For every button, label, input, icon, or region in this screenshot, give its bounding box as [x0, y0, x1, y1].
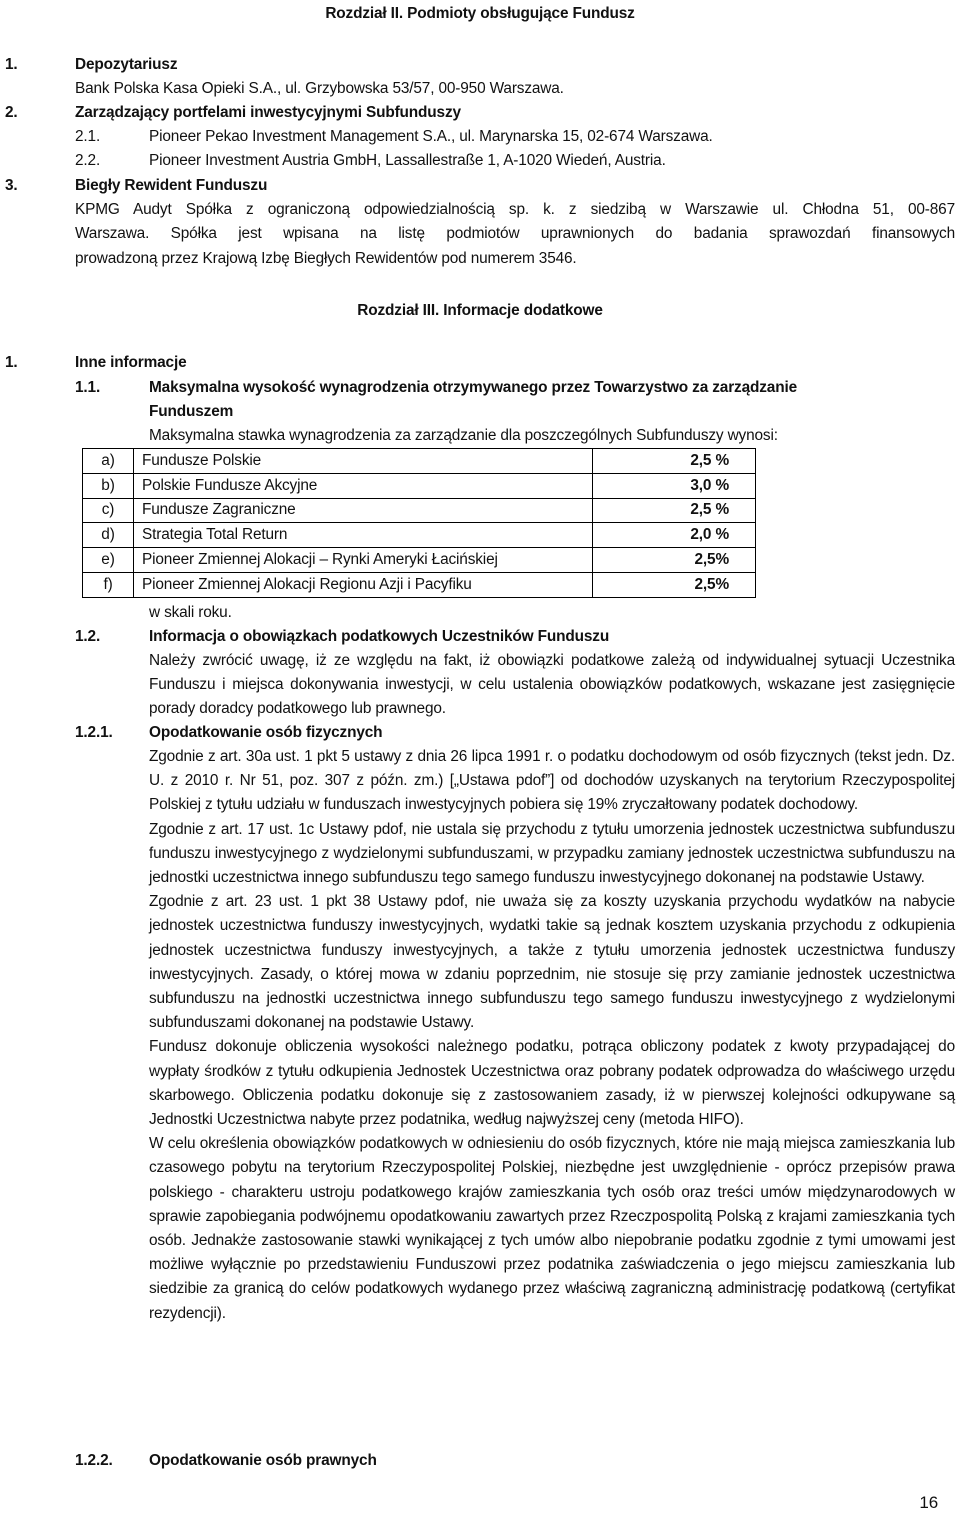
subfund-name: Fundusze Polskie [134, 449, 593, 474]
manager-item-number: 2.2. [75, 152, 101, 169]
table-row [83, 548, 756, 573]
manager-item-text: Pioneer Pekao Investment Management S.A., ul. Marynarska 15, 02-674 Warszawa. [149, 128, 713, 145]
subsection-heading: Opodatkowanie osób fizycznych [149, 724, 383, 741]
subsection-number: 1.1. [75, 379, 101, 396]
depositary-heading: Depozytariusz [75, 56, 178, 73]
row-letter: a) [83, 449, 134, 474]
chapter-3-title: Rozdział III. Informacje dodatkowe [357, 302, 603, 319]
paragraph-text: W celu określenia obowiązków podatkowych w odniesieniu do osób fizycznych, które nie mają miejsca zamieszkania lub czasowego pobytu na terytorium Rzeczypospolitej Polskiej, niezbędne jest uwzględnienie - oprócz przepisów prawa polskiego - charakteru ustroju podatkowego krajów zamieszkania tych osób oraz treści umów międzynarodowych w sprawie zapobiegania podwójnemu opodatkowaniu zawartych przez Rzeczpospolitą Polską z krajami zamieszkania tych osób. Jednakże zastosowanie stawki wynikającej z tych umów albo niepobranie podatku zgodnie z tymi umowami jest możliwe wyłącznie po przedstawieniu Funduszowi przez podatnika zaświadczenia o jego miejscu zamieszkania lub siedzibie za granicą do celów podatkowych wydanego przez właściwą zagraniczną administrację podatkową (certyfikat rezydencji). [149, 1135, 955, 1322]
table-row [83, 473, 756, 498]
subfund-name: Pioneer Zmiennej Alokacji – Rynki Ameryki Łacińskiej [134, 548, 593, 573]
fee-rate: 2,5 % [593, 498, 756, 523]
subsection-heading: Informacja o obowiązkach podatkowych Uczestników Funduszu [149, 628, 610, 645]
subfund-name: Pioneer Zmiennej Alokacji Regionu Azji i Pacyfiku [134, 572, 593, 597]
subfund-name: Strategia Total Return [134, 523, 593, 548]
auditor-heading: Biegły Rewident Funduszu [75, 177, 268, 194]
auditor-text-line: KPMG Audyt Spółka z ograniczoną odpowiedzialnością sp. k. z siedzibą w Warszawie ul. Chłodna 51, 00-867 [75, 201, 955, 218]
row-letter: d) [83, 523, 134, 548]
paragraph-text: Należy zwrócić uwagę, iż ze względu na fakt, iż obowiązki podatkowe zależą od indywidualnej sytuacji Uczestnika Funduszu i miejsca dokonywania inwestycji, w celu ustalenia obowiązków podatkowych, wskazane jest zasięgnięcie porady doradcy podatkowego lub prawnego. [149, 652, 955, 718]
table-row [83, 572, 756, 597]
fee-rate: 3,0 % [593, 473, 756, 498]
row-letter: b) [83, 473, 134, 498]
chapter-2-title: Rozdział II. Podmioty obsługujące Fundusz [325, 5, 635, 22]
row-letter: c) [83, 498, 134, 523]
row-letter: e) [83, 548, 134, 573]
manager-item-number: 2.1. [75, 128, 101, 145]
table-row [83, 449, 756, 474]
auditor-text-line: prowadzoną przez Krajową Izbę Biegłych Rewidentów pod numerem 3546. [75, 250, 577, 267]
row-letter: f) [83, 572, 134, 597]
table-row [83, 498, 756, 523]
page-number: 16 [919, 1493, 938, 1512]
section-heading: Inne informacje [75, 354, 187, 371]
fee-rate: 2,5% [593, 548, 756, 573]
paragraph-text: Zgodnie z art. 23 ust. 1 pkt 38 Ustawy pdof, nie uważa się za koszty uzyskania przychodu wydatków na nabycie jednostek uczestnictwa funduszy inwestycyjnych, wydatki takie są jednak kosztem uzyskania przychodu z odkupienia jednostek uczestnictwa funduszy inwestycyjnych, a także z tytułu umorzenia jednostek uczestnictwa funduszy inwestycyjnych. Zasady, o której mowa w zdaniu poprzednim, nie stosuje się przy zamianie jednostek uczestnictwa subfunduszu na jednostki uczestnictwa innego subfunduszu tego samego funduszu inwestycyjnego z wydzielonymi subfunduszami dokonanej na podstawie Ustawy. [149, 893, 955, 1032]
fee-rate: 2,0 % [593, 523, 756, 548]
tax-intro-paragraph [149, 649, 955, 722]
paragraph-text: Zgodnie z art. 30a ust. 1 pkt 5 ustawy z dnia 26 lipca 1991 r. o podatku dochodowym od osób fizycznych (tekst jedn. Dz. U. z 2010 r. Nr 51, poz. 307 z późn. zm.) [„Ustawa pdof”] od dochodów uzyskanych na terytorium Rzeczypospolitej Polskiej z tytułu udziału w funduszach inwestycyjnych pobiera się 19% zryczałtowany podatek dochodowy. [149, 748, 955, 814]
subfund-name: Fundusze Zagraniczne [134, 498, 593, 523]
auditor-number: 3. [5, 177, 18, 194]
subsection-heading: Opodatkowanie osób prawnych [149, 1452, 377, 1469]
managers-number: 2. [5, 104, 18, 121]
depositary-text: Bank Polska Kasa Opieki S.A., ul. Grzybowska 53/57, 00-950 Warszawa. [75, 80, 564, 97]
paragraph-text: Fundusz dokonuje obliczenia wysokości należnego podatku, potrąca obliczony podatek z kwoty przypadającej do wypłaty środków z tytułu odkupienia Jednostek Uczestnictwa oraz pobrany podatek odprowadza do właściwego urzędu skarbowego. Obliczenia podatku dokonuje się z zastosowaniem zasady, iż w pierwszej kolejności odkupywane są Jednostki Uczestnictwa nabyte przez podatnika, według najwyższej ceny (metoda HIFO). [149, 1038, 955, 1129]
subsection-number: 1.2.1. [75, 724, 113, 741]
table-row [83, 523, 756, 548]
subsection-heading: Maksymalna wysokość wynagrodzenia otrzymywanego przez Towarzystwo za zarządzanie [149, 379, 798, 396]
subsection-number: 1.2.2. [75, 1452, 113, 1469]
section-number: 1. [5, 354, 18, 371]
subfund-name: Polskie Fundusze Akcyjne [134, 473, 593, 498]
managers-heading: Zarządzający portfelami inwestycyjnymi Subfunduszy [75, 104, 461, 121]
fee-rate: 2,5% [593, 572, 756, 597]
depositary-number: 1. [5, 56, 18, 73]
manager-item-text: Pioneer Investment Austria GmbH, Lassallestraße 1, A-1020 Wiedeń, Austria. [149, 152, 666, 169]
fee-intro: Maksymalna stawka wynagrodzenia za zarządzanie dla poszczególnych Subfunduszy wynosi: [149, 427, 778, 444]
fee-table [82, 448, 756, 598]
fee-period: w skali roku. [149, 604, 232, 621]
paragraph-text: Zgodnie z art. 17 ust. 1c Ustawy pdof, nie ustala się przychodu z tytułu umorzenia jednostek uczestnictwa subfunduszu funduszu inwestycyjnego z wydzielonymi subfunduszami, w przypadku zamiany jednostek uczestnictwa subfunduszu na jednostki uczestnictwa innego subfunduszu tego samego funduszu inwestycyjnego dokonanej na podstawie Ustawy. [149, 820, 955, 887]
subsection-heading-cont: Funduszem [149, 403, 234, 420]
subsection-number: 1.2. [75, 628, 101, 645]
auditor-text-line: Warszawa. Spółka jest wpisana na listę podmiotów uprawnionych do badania sprawozdań finansowych [75, 225, 955, 242]
fee-rate: 2,5 % [593, 449, 756, 474]
individuals-tax-text [149, 745, 955, 1326]
